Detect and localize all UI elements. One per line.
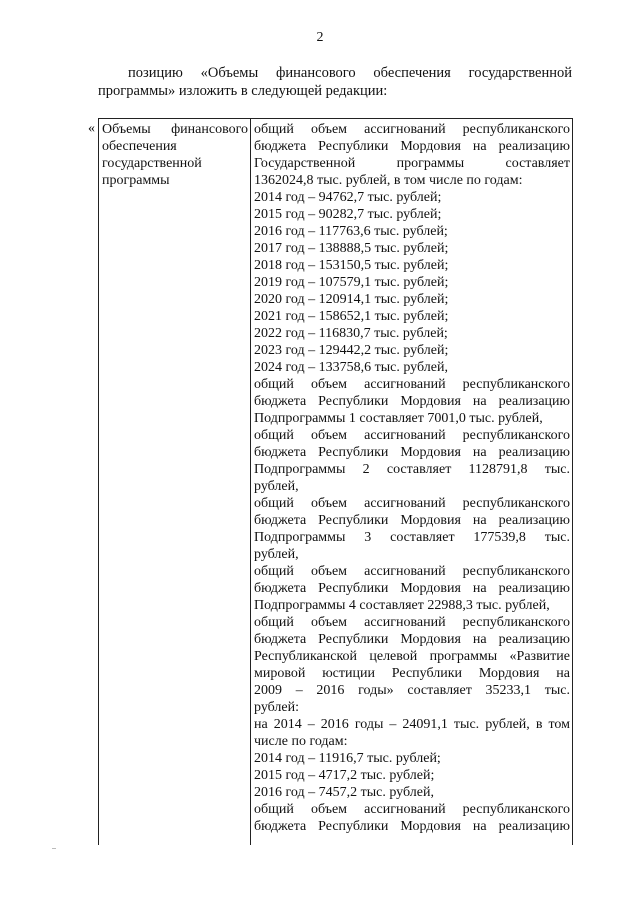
right-cell-line: 2022 год – 116830,7 тыс. рублей; [254,326,448,341]
left-cell-line: Объемы финансового [102,122,248,137]
right-cell-line: 2023 год – 129442,2 тыс. рублей; [254,343,449,358]
page-number: 2 [316,30,324,45]
right-cell-line: 2018 год – 153150,5 тыс. рублей; [254,258,449,273]
right-cell-line: 2021 год – 158652,1 тыс. рублей; [254,309,449,324]
funding-table [98,118,573,845]
right-cell-line: на 2014 – 2016 годы – 24091,1 тыс. рублей, в том [254,717,570,732]
scan-edge-mark [52,848,56,849]
right-cell-line: рублей, [254,479,299,494]
right-cell-line: Республиканской целевой программы «Развитие [254,649,570,664]
right-cell-line: 2016 год – 117763,6 тыс. рублей; [254,224,448,239]
table-right-column [251,119,572,845]
left-cell-line: государственной [102,156,202,171]
right-cell-line: общий объем ассигнований республиканского [254,122,570,137]
right-cell-line: числе по годам: [254,734,348,749]
left-cell-line: обеспечения [102,139,177,154]
right-cell-line: общий объем ассигнований республиканского [254,802,570,817]
right-cell-line: Подпрограммы 2 составляет 1128791,8 тыс. [254,462,570,477]
right-cell-line: 2019 год – 107579,1 тыс. рублей; [254,275,449,290]
right-cell-line: общий объем ассигнований республиканского [254,496,570,511]
right-cell-line: бюджета Республики Мордовия на реализацию [254,513,570,528]
right-cell-line: 2016 год – 7457,2 тыс. рублей, [254,785,434,800]
right-cell-line: общий объем ассигнований республиканского [254,428,570,443]
right-cell-line: общий объем ассигнований республиканского [254,615,570,630]
right-cell-line: бюджета Республики Мордовия на реализацию [254,819,570,834]
right-cell-line: Подпрограммы 3 составляет 177539,8 тыс. [254,530,570,545]
right-cell-line: 2015 год – 4717,2 тыс. рублей; [254,768,435,783]
right-cell-line: 2014 год – 94762,7 тыс. рублей; [254,190,442,205]
right-cell-line: 2024 год – 133758,6 тыс. рублей, [254,360,448,375]
table-left-column [99,119,251,845]
intro-line-1: позицию «Объемы финансового обеспечения государственной [128,65,572,81]
right-cell-line: бюджета Республики Мордовия на реализацию [254,394,570,409]
right-cell-line: 2009 – 2016 годы» составляет 35233,1 тыс. [254,683,570,698]
right-cell-line: бюджета Республики Мордовия на реализацию [254,632,570,647]
right-cell-line: Государственной программы составляет [254,156,570,171]
right-cell-line: общий объем ассигнований республиканского [254,377,570,392]
right-cell-line: 2015 год – 90282,7 тыс. рублей; [254,207,442,222]
right-cell-line: рублей: [254,700,299,715]
right-cell-line: 2017 год – 138888,5 тыс. рублей; [254,241,449,256]
intro-line-2: программы» изложить в следующей редакции: [98,83,388,99]
right-cell-line: общий объем ассигнований республиканского [254,564,570,579]
right-cell-line: 2020 год – 120914,1 тыс. рублей; [254,292,449,307]
intro-paragraph [98,64,572,100]
right-cell-line: Подпрограммы 4 составляет 22988,3 тыс. рублей, [254,598,550,613]
right-cell-line: бюджета Республики Мордовия на реализацию [254,445,570,460]
right-cell-line: 1362024,8 тыс. рублей, в том числе по годам: [254,173,523,188]
opening-quote-mark: « [88,121,95,136]
right-cell-line: рублей, [254,547,299,562]
right-cell-line: 2014 год – 11916,7 тыс. рублей; [254,751,441,766]
left-cell-line: программы [102,173,170,188]
right-cell-line: бюджета Республики Мордовия на реализацию [254,581,570,596]
right-cell-line: мировой юстиции Республики Мордовия на [254,666,570,681]
right-cell-line: Подпрограммы 1 составляет 7001,0 тыс. рублей, [254,411,543,426]
right-cell-line: бюджета Республики Мордовия на реализацию [254,139,570,154]
